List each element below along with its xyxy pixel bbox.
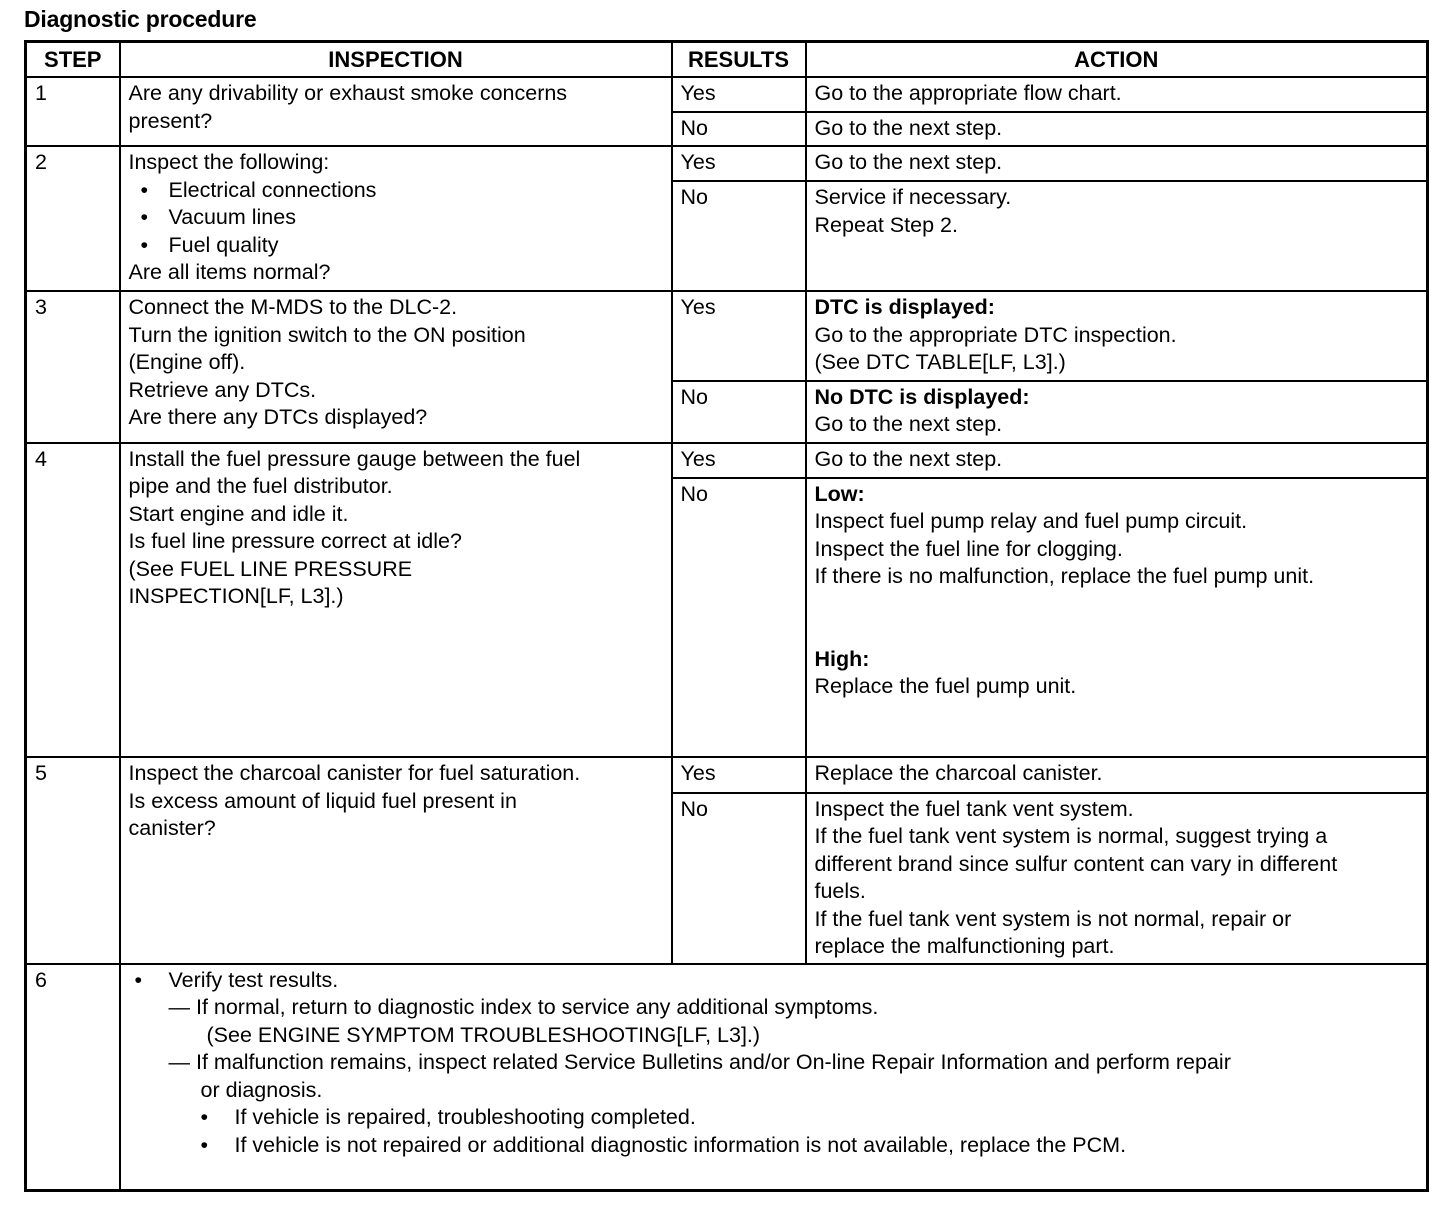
action-line: Inspect fuel pump relay and fuel pump circuit. [814, 509, 1248, 534]
sub-bullet: • If vehicle is repaired, troubleshooting completed. [129, 1104, 1419, 1132]
action-heading-high: High: [814, 646, 870, 671]
action-line: fuels. [814, 879, 866, 904]
inspection-line: Connect the M-MDS to the DLC-2. [128, 295, 458, 320]
action-line: (See DTC TABLE[LF, L3].) [814, 350, 1066, 375]
bullet-icon: • [140, 205, 149, 230]
step-number: 5 [26, 757, 120, 963]
inspection-line: canister? [128, 816, 216, 841]
table-row [26, 146, 1428, 181]
inspection-line: Are any drivability or exhaust smoke concerns [128, 81, 568, 105]
action-heading: DTC is displayed: [814, 295, 995, 320]
result-cell: No [672, 793, 806, 964]
result-cell: Yes [672, 146, 806, 181]
page-title: Diagnostic procedure [24, 6, 257, 32]
result-cell: No [672, 381, 806, 443]
result-cell: Yes [672, 757, 806, 792]
inspection-line: Are there any DTCs displayed? [128, 405, 428, 430]
step-number: 2 [26, 146, 120, 291]
inspection-line: Is excess amount of liquid fuel present in [128, 788, 517, 813]
header-step: STEP [26, 42, 120, 78]
action-line: Service if necessary. [814, 185, 1012, 210]
action-heading: No DTC is displayed: [814, 384, 1030, 409]
action-line: replace the malfunctioning part. [814, 934, 1115, 959]
action-line: Replace the fuel pump unit. [814, 674, 1077, 699]
result-cell: Yes [672, 77, 806, 112]
inspection-cell [120, 443, 672, 758]
inspection-line: Retrieve any DTCs. [128, 377, 317, 402]
step-number: 4 [26, 443, 120, 758]
result-cell: No [672, 112, 806, 146]
inspection-line: (See FUEL LINE PRESSURE [128, 556, 413, 581]
header-inspection: INSPECTION [120, 42, 672, 78]
table-row [26, 443, 1428, 478]
inspection-line: present? [128, 108, 213, 133]
action-cell [806, 181, 1428, 291]
inspection-line: Start engine and idle it. [128, 501, 349, 526]
inspection-line: Is fuel line pressure correct at idle? [128, 529, 462, 554]
action-cell [806, 146, 1428, 181]
action-cell [806, 291, 1428, 380]
result-cell: No [672, 478, 806, 758]
action-cell [806, 77, 1428, 112]
table-row [26, 291, 1428, 380]
bullet-icon: • [134, 967, 143, 992]
inspection-cell [120, 757, 672, 963]
action-line: Go to the next step. [814, 116, 1003, 141]
verify-cell [120, 964, 1428, 1191]
inspection-line: Turn the ignition switch to the ON position [128, 322, 526, 347]
action-line: Go to the next step. [814, 150, 1003, 175]
result-cell: Yes [672, 291, 806, 380]
action-line: Go to the next step. [814, 446, 1003, 471]
action-line: Inspect the fuel tank vent system. [814, 796, 1134, 821]
inspection-bullet: • Fuel quality [129, 232, 663, 260]
inspection-line: Inspect the charcoal canister for fuel saturation. [128, 761, 581, 786]
inspection-line: Install the fuel pressure gauge between the fuel [128, 446, 581, 471]
verify-line: • Verify test results. [129, 967, 1419, 995]
table-row [26, 964, 1428, 1191]
normal-reference: (See ENGINE SYMPTOM TROUBLESHOOTING[LF, L3].) [206, 1022, 761, 1047]
action-cell [806, 112, 1428, 146]
spacer [815, 591, 1419, 646]
table-row [26, 77, 1428, 112]
header-action: ACTION [806, 42, 1428, 78]
bullet-icon: • [200, 1105, 209, 1130]
inspection-cell [120, 291, 672, 442]
inspection-line: Are all items normal? [128, 260, 331, 285]
bullet-icon: • [140, 232, 149, 257]
table-row [26, 757, 1428, 792]
action-cell [806, 443, 1428, 478]
malfunction-line-cont: or diagnosis. [200, 1077, 323, 1102]
action-line: Repeat Step 2. [814, 212, 958, 237]
malfunction-line: — If malfunction remains, inspect related Service Bulletins and/or On-line Repair Information and perform repair [168, 1050, 1231, 1075]
inspection-line: INSPECTION[LF, L3].) [128, 584, 344, 609]
inspection-bullet: • Vacuum lines [129, 204, 663, 232]
table-header-row [26, 42, 1428, 78]
inspection-bullet: • Electrical connections [129, 177, 663, 205]
inspection-line: pipe and the fuel distributor. [128, 474, 393, 499]
step-number: 3 [26, 291, 120, 442]
bullet-icon: • [140, 177, 149, 202]
bullet-icon: • [200, 1132, 209, 1157]
result-cell: No [672, 181, 806, 291]
normal-line: — If normal, return to diagnostic index to service any additional symptoms. [168, 995, 879, 1020]
step-number: 1 [26, 77, 120, 146]
action-line: If there is no malfunction, replace the fuel pump unit. [814, 564, 1315, 589]
action-line: If the fuel tank vent system is not normal, repair or [814, 906, 1292, 931]
result-cell: Yes [672, 443, 806, 478]
action-line: different brand since sulfur content can vary in different [814, 851, 1338, 876]
action-cell [806, 381, 1428, 443]
step-number: 6 [26, 964, 120, 1191]
action-line: Go to the appropriate DTC inspection. [814, 322, 1177, 347]
inspection-line: Inspect the following: [128, 150, 330, 175]
action-cell [806, 757, 1428, 792]
action-line: Inspect the fuel line for clogging. [814, 536, 1123, 561]
action-cell [806, 793, 1428, 964]
action-heading-low: Low: [814, 481, 865, 506]
inspection-cell [120, 146, 672, 291]
sub-bullet: • If vehicle is not repaired or additional diagnostic information is not available, replace the PCM. [129, 1132, 1419, 1160]
inspection-cell [120, 77, 672, 146]
action-cell [806, 478, 1428, 758]
header-results: RESULTS [672, 42, 806, 78]
action-line: If the fuel tank vent system is normal, suggest trying a [814, 824, 1328, 849]
action-line: Go to the next step. [814, 412, 1003, 437]
diagnostic-procedure-table [24, 40, 1429, 1192]
action-line: Go to the appropriate flow chart. [814, 81, 1122, 105]
action-line: Replace the charcoal canister. [814, 761, 1103, 786]
inspection-line: (Engine off). [128, 350, 246, 375]
